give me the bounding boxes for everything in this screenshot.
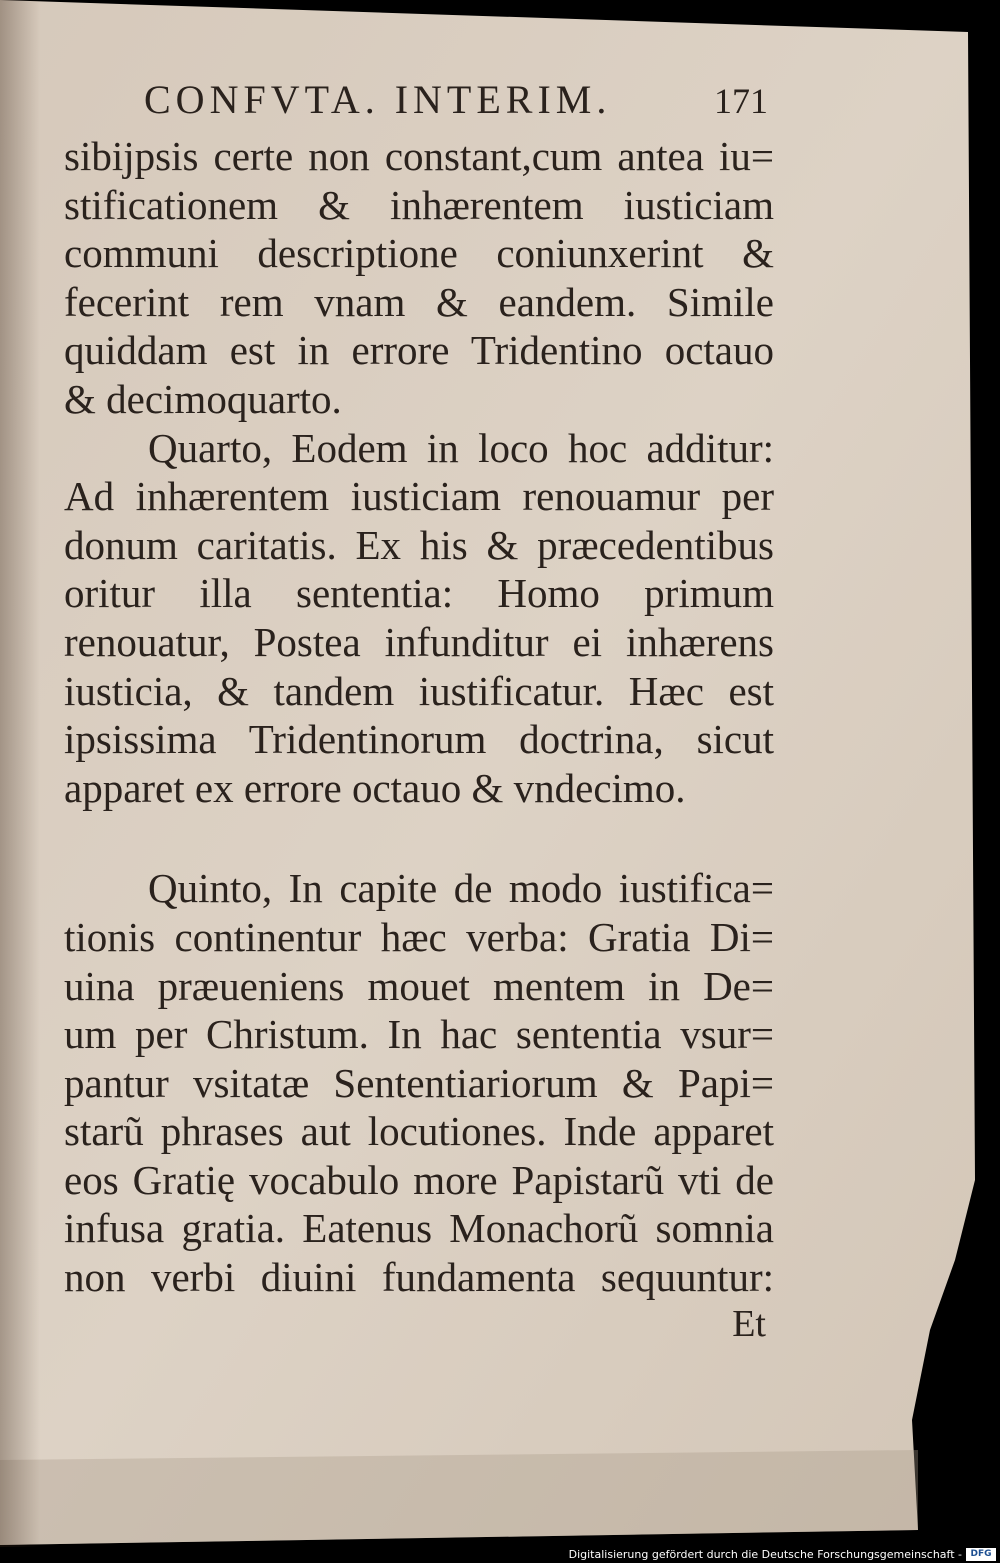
text-line: pantur vsitatæ Sententiariorum & Papi=: [64, 1059, 774, 1106]
text-line: eos Gratię vocabulo more Papistarũ vti de: [64, 1156, 774, 1203]
page-number: 171: [714, 81, 768, 121]
text-line: & decimoquarto.: [64, 375, 342, 422]
text-line: fecerint rem vnam & eandem. Simile: [64, 278, 774, 325]
text-line: sibijpsis certe non constant,cum antea iu=: [64, 133, 774, 179]
text-line: Ad inhærentem iusticiam renouamur per: [64, 473, 774, 520]
dfg-logo: DFG: [966, 1548, 996, 1561]
text-line: quiddam est in errore Tridentino octauo: [64, 327, 774, 374]
running-head: [64, 70, 774, 132]
text-line: ipsissima Tridentinorum doctrina, sicut: [64, 716, 774, 763]
paragraph-gap: [64, 812, 774, 864]
text-line: iusticia, & tandem iustificatur. Hæc est: [64, 667, 774, 714]
text-line: communi descriptione coniunxerint &: [64, 230, 774, 277]
text-line: oritur illa sententia: Homo primum: [64, 570, 774, 617]
funding-credit: Digitalisierung gefördert durch die Deutsche Forschungsgemeinschaft -: [568, 1548, 962, 1561]
paragraph-2: [64, 424, 774, 813]
text-line: um per Christum. In hac sententia vsur=: [64, 1011, 774, 1058]
text-line: Quarto, Eodem in loco hoc additur:: [148, 424, 774, 471]
paragraph-3: [64, 864, 774, 1301]
text-line: uina præueniens mouet mentem in De=: [64, 962, 774, 1009]
paragraph-1: [64, 132, 774, 424]
text-line: renouatur, Postea infunditur ei inhærens: [64, 618, 774, 665]
text-line: apparet ex errore octauo & vndecimo.: [64, 764, 686, 811]
text-block: [64, 70, 774, 1346]
text-line: donum caritatis. Ex his & præcedentibus: [64, 521, 774, 568]
catchword: Et: [732, 1302, 766, 1345]
gutter-shadow: [0, 0, 40, 1550]
text-line: non verbi diuini fundamenta sequuntur:: [64, 1254, 774, 1301]
text-line: tionis continentur hæc verba: Gratia Di=: [64, 913, 774, 960]
running-head-title: CONFVTA. INTERIM.: [144, 77, 612, 122]
text-line: infusa gratia. Eatenus Monachorũ somnia: [64, 1205, 774, 1252]
text-line: starũ phrases aut locutiones. Inde apparet: [64, 1108, 774, 1155]
text-line: stificationem & inhærentem iusticiam: [64, 181, 774, 228]
text-line: Quinto, In capite de modo iustifica=: [148, 865, 774, 912]
